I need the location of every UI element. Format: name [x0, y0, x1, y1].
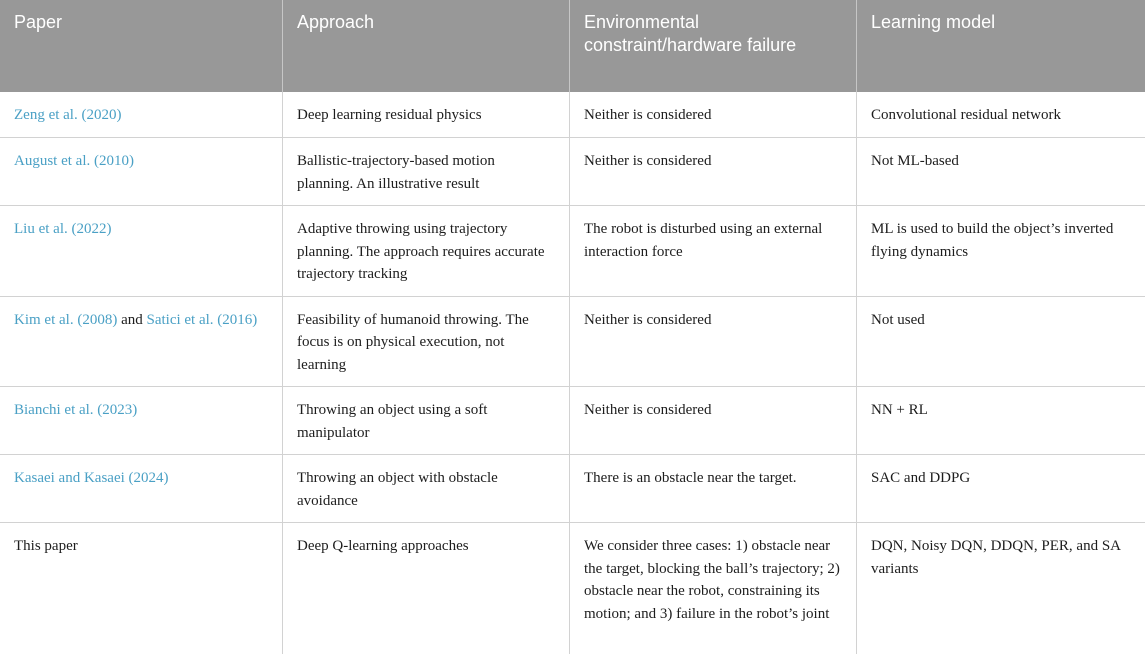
constraint-cell: Neither is considered — [570, 92, 857, 137]
table-body — [0, 92, 1145, 654]
approach-cell: Throwing an object using a soft manipulator — [283, 387, 570, 454]
column-header-learning-model: Learning model — [871, 12, 996, 32]
learning-model-cell: DQN, Noisy DQN, DDQN, PER, and SA variants — [871, 538, 1121, 577]
table-row — [0, 522, 1145, 654]
paper-cell-text: and — [117, 311, 147, 328]
paper-cell — [0, 455, 283, 522]
table-row — [0, 386, 1145, 454]
approach-cell: Adaptive throwing using trajectory planning. The approach requires accurate trajectory tracking — [283, 206, 570, 296]
constraint-cell: Neither is considered — [570, 297, 857, 387]
constraint-cell: Neither is considered — [570, 138, 857, 205]
paper-cell — [0, 92, 283, 137]
learning-model-cell: ML is used to build the object’s inverted flying dynamics — [871, 221, 1114, 260]
citation-link[interactable]: Liu et al. (2022) — [14, 221, 112, 237]
table-row — [0, 137, 1145, 205]
table-row — [0, 296, 1145, 387]
column-header-constraint: Environmental constraint/hardware failure — [570, 0, 857, 92]
learning-model-cell: SAC and DDPG — [871, 470, 971, 486]
learning-model-cell: Not ML-based — [871, 153, 959, 169]
approach-cell: Ballistic-trajectory-based motion planning. An illustrative result — [283, 138, 570, 205]
citation-link[interactable]: Zeng et al. (2020) — [14, 107, 122, 123]
learning-model-cell: Convolutional residual network — [871, 107, 1061, 123]
constraint-cell: There is an obstacle near the target. — [570, 455, 857, 522]
paper-cell — [0, 523, 283, 654]
approach-cell: Deep Q-learning approaches — [283, 523, 570, 654]
table-row — [0, 454, 1145, 522]
citation-link[interactable]: Kim et al. (2008) — [14, 311, 118, 328]
citation-link[interactable]: Bianchi et al. (2023) — [14, 402, 138, 418]
table-row — [0, 92, 1145, 137]
constraint-cell: Neither is considered — [570, 387, 857, 454]
paper-cell — [0, 297, 283, 387]
column-header-paper: Paper — [0, 0, 283, 92]
column-header-approach: Approach — [283, 0, 570, 92]
citation-link[interactable]: Satici et al. (2016) — [146, 311, 258, 328]
citation-link[interactable]: Kasaei and Kasaei (2024) — [14, 470, 169, 486]
approach-cell: Feasibility of humanoid throwing. The focus is on physical execution, not learning — [283, 297, 570, 387]
learning-model-cell: NN + RL — [871, 402, 928, 418]
constraint-cell: The robot is disturbed using an external interaction force — [570, 206, 857, 296]
approach-cell: Deep learning residual physics — [283, 92, 570, 137]
citation-link[interactable]: August et al. (2010) — [14, 153, 134, 169]
paper-cell — [0, 138, 283, 205]
constraint-cell: We consider three cases: 1) obstacle near the target, blocking the ball’s trajectory; 2) obstacle near the robot, constraining its motion; and 3) failure in the robot’s joint — [570, 523, 857, 654]
paper-cell — [0, 206, 283, 296]
paper-cell-text: This paper — [14, 538, 78, 554]
table-header-row — [0, 0, 1145, 92]
learning-model-cell: Not used — [871, 311, 925, 328]
table-row — [0, 205, 1145, 296]
paper-cell — [0, 387, 283, 454]
approach-cell: Throwing an object with obstacle avoidance — [283, 455, 570, 522]
